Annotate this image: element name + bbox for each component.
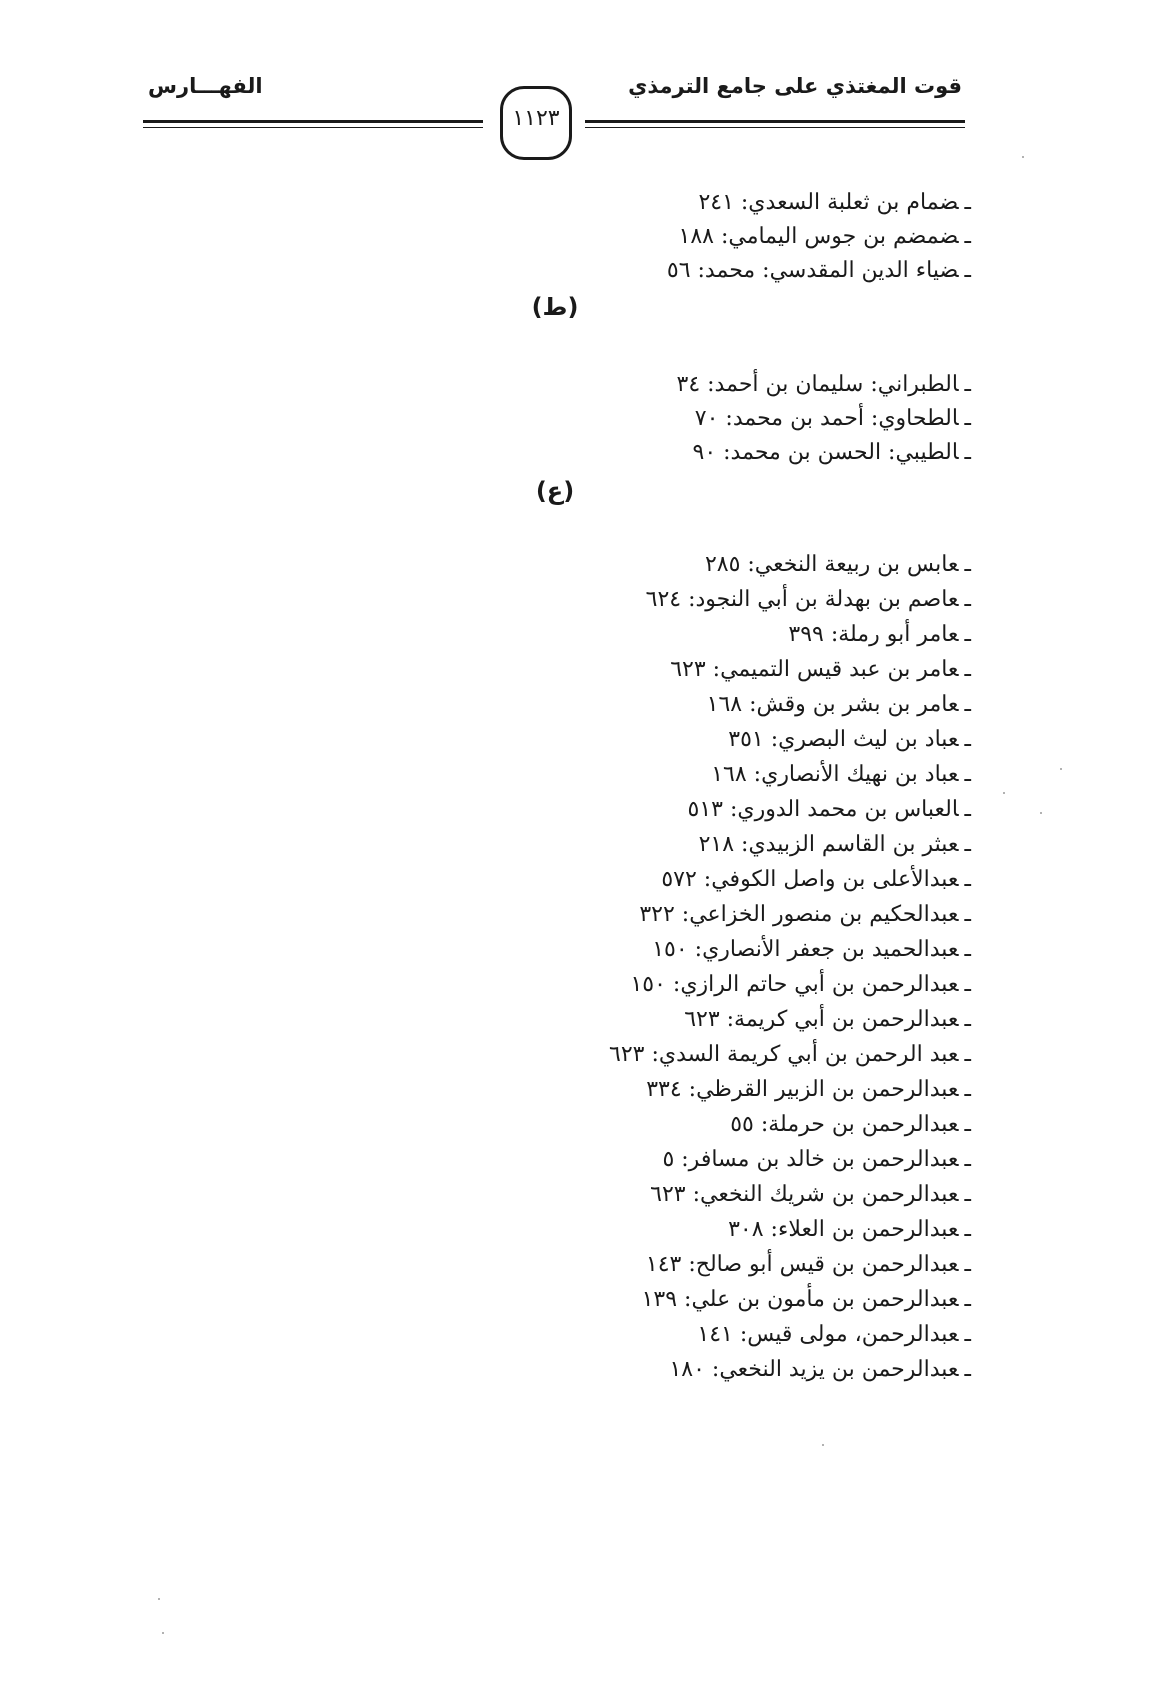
index-entry: ـعبد الرحمن بن أبي كريمة السدي: ٦٢٣ (609, 1042, 971, 1067)
scan-speck (1022, 156, 1024, 158)
index-entry: ـعبدالحميد بن جعفر الأنصاري: ١٥٠ (652, 937, 971, 962)
section-title: الفهـــارس (148, 74, 263, 98)
index-entry: ـضياء الدين المقدسي: محمد: ٥٦ (666, 258, 971, 283)
index-entry: ـالطيبي: الحسن بن محمد: ٩٠ (692, 440, 971, 465)
index-entry: ـضمام بن ثعلبة السعدي: ٢٤١ (698, 190, 971, 215)
scan-speck (822, 1444, 824, 1446)
index-entry: ـعبدالرحمن بن شريك النخعي: ٦٢٣ (650, 1182, 971, 1207)
index-entry: ـضمضم بن جوس اليمامي: ١٨٨ (678, 224, 971, 249)
scan-speck (1003, 792, 1005, 794)
index-entry: ـالطحاوي: أحمد بن محمد: ٧٠ (694, 406, 971, 431)
index-entry: ـعبدالرحمن بن الزبير القرظي: ٣٣٤ (646, 1077, 971, 1102)
index-entry: ـعبدالأعلى بن واصل الكوفي: ٥٧٢ (661, 867, 971, 892)
index-entry: ـعامر بن عبد قيس التميمي: ٦٢٣ (670, 657, 971, 682)
index-entry: ـعبدالرحمن بن أبي كريمة: ٦٢٣ (684, 1007, 971, 1032)
index-entry: ـعبدالرحمن بن يزيد النخعي: ١٨٠ (669, 1357, 971, 1382)
header-rule-right-thin (585, 127, 965, 128)
scan-speck (1040, 812, 1042, 814)
section-letter-ain: (ع) (535, 477, 575, 505)
index-entry: ـعبدالرحمن بن قيس أبو صالح: ١٤٣ (645, 1252, 971, 1277)
index-entry: ـعبدالرحمن، مولى قيس: ١٤١ (697, 1322, 971, 1347)
header-rule-left-thin (143, 127, 483, 128)
index-entry: ـعباد بن ليث البصري: ٣٥١ (728, 727, 971, 752)
index-entry: ـعبدالرحمن بن أبي حاتم الرازي: ١٥٠ (630, 972, 971, 997)
header-rule-right-thick (585, 120, 965, 123)
scan-speck (1060, 768, 1062, 770)
header-rule-left-thick (143, 120, 483, 123)
index-entry: ـعبدالرحمن بن خالد بن مسافر: ٥ (662, 1147, 971, 1172)
index-entry: ـعاصم بن بهدلة بن أبي النجود: ٦٢٤ (645, 587, 971, 612)
book-title: قوت المغتذي على جامع الترمذي (628, 74, 962, 98)
page-number-badge: ١١٢٣ (500, 86, 572, 160)
index-entry: ـعابس بن ربيعة النخعي: ٢٨٥ (704, 552, 971, 577)
index-entry: ـالطبراني: سليمان بن أحمد: ٣٤ (676, 372, 971, 397)
index-entry: ـعبدالرحمن بن مأمون بن علي: ١٣٩ (641, 1287, 971, 1312)
index-entry: ـالعباس بن محمد الدوري: ٥١٣ (687, 797, 971, 822)
scan-speck (158, 1598, 160, 1600)
index-entry: ـعبدالرحمن بن العلاء: ٣٠٨ (728, 1217, 971, 1242)
index-entry: ـعبثر بن القاسم الزبيدي: ٢١٨ (698, 832, 971, 857)
scan-speck (162, 1632, 164, 1634)
index-entry: ـعبدالحكيم بن منصور الخزاعي: ٣٢٢ (639, 902, 971, 927)
index-entry: ـعامر أبو رملة: ٣٩٩ (788, 622, 971, 647)
section-letter-ta: (ط) (531, 293, 579, 321)
index-entry: ـعبدالرحمن بن حرملة: ٥٥ (730, 1112, 971, 1137)
index-entry: ـعباد بن نهيك الأنصاري: ١٦٨ (711, 762, 971, 787)
index-entry: ـعامر بن بشر بن وقش: ١٦٨ (706, 692, 971, 717)
